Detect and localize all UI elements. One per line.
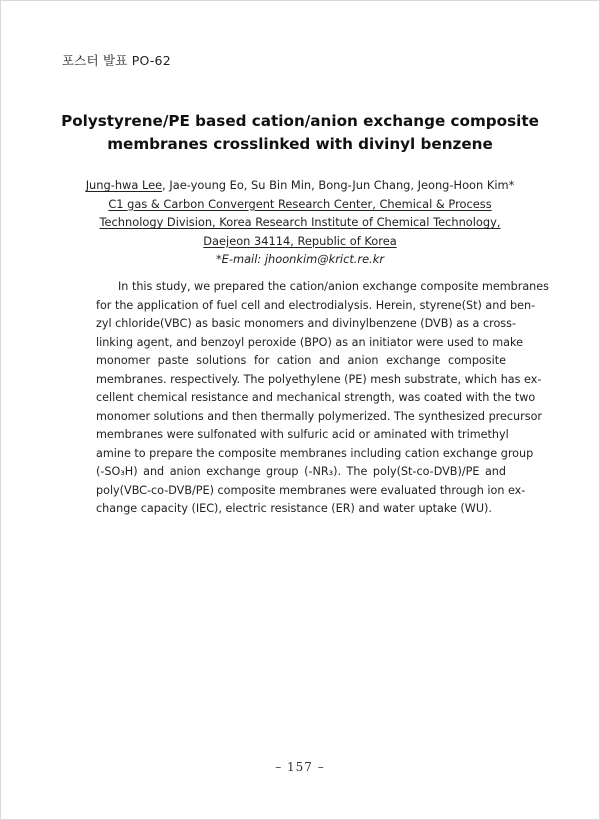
abstract-line: membranes were sulfonated with sulfuric acid or aminated with trimethyl	[96, 428, 509, 441]
abstract-line: change capacity (IEC), electric resistance (ER) and water uptake (WU).	[96, 502, 492, 515]
abstract-line: for the application of fuel cell and electrodialysis. Herein, styrene(St) and ben-	[96, 298, 536, 312]
contact-email: *E-mail: jhoonkim@krict.re.kr	[215, 252, 385, 266]
affiliation-line-3: Daejeon 34114, Republic of Korea	[203, 233, 397, 248]
paper-title	[60, 110, 540, 156]
author-list	[60, 176, 540, 195]
abstract-line: zyl chloride(VBC) as basic monomers and divinylbenzene (DVB) as a cross-	[96, 317, 517, 330]
abstract-line: monomer paste solutions for cation and anion exchange composite	[96, 354, 506, 367]
page-number: – 157 –	[275, 760, 325, 774]
title-line-1: Polystyrene/PE based cation/anion exchange composite	[61, 112, 539, 130]
abstract-line: amine to prepare the composite membranes including cation exchange group	[96, 446, 534, 460]
session-label: 포스터 발표 PO-62	[62, 53, 171, 68]
abstract-line: monomer solutions and then thermally polymerized. The synthesized precursor	[96, 409, 543, 423]
abstract-line: cellent chemical resistance and mechanical strength, was coated with the two	[96, 391, 536, 404]
abstract-line: poly(VBC-co-DVB/PE) composite membranes were evaluated through ion ex-	[96, 483, 526, 497]
abstract-line: (-SO₃H) and anion exchange group (-NR₃). The poly(St-co-DVB)/PE and	[96, 465, 506, 478]
title-line-2: membranes crosslinked with divinyl benzene	[107, 135, 493, 153]
abstract-line: In this study, we prepared the cation/anion exchange composite membranes	[118, 280, 549, 293]
abstract-body	[96, 278, 549, 519]
affiliation-line-2: Technology Division, Korea Research Institute of Chemical Technology,	[99, 215, 501, 229]
co-authors: , Jae-young Eo, Su Bin Min, Bong-Jun Chang, Jeong-Hoon Kim*	[162, 178, 515, 192]
affiliation-line-1: C1 gas & Carbon Convergent Research Center, Chemical & Process	[108, 196, 492, 211]
abstract-line: membranes. respectively. The polyethylene (PE) mesh substrate, which has ex-	[96, 372, 542, 386]
presenting-author: Jung-hwa Lee	[85, 178, 163, 192]
author-block	[60, 176, 540, 269]
abstract-line: linking agent, and benzoyl peroxide (BPO) as an initiator were used to make	[96, 335, 523, 349]
